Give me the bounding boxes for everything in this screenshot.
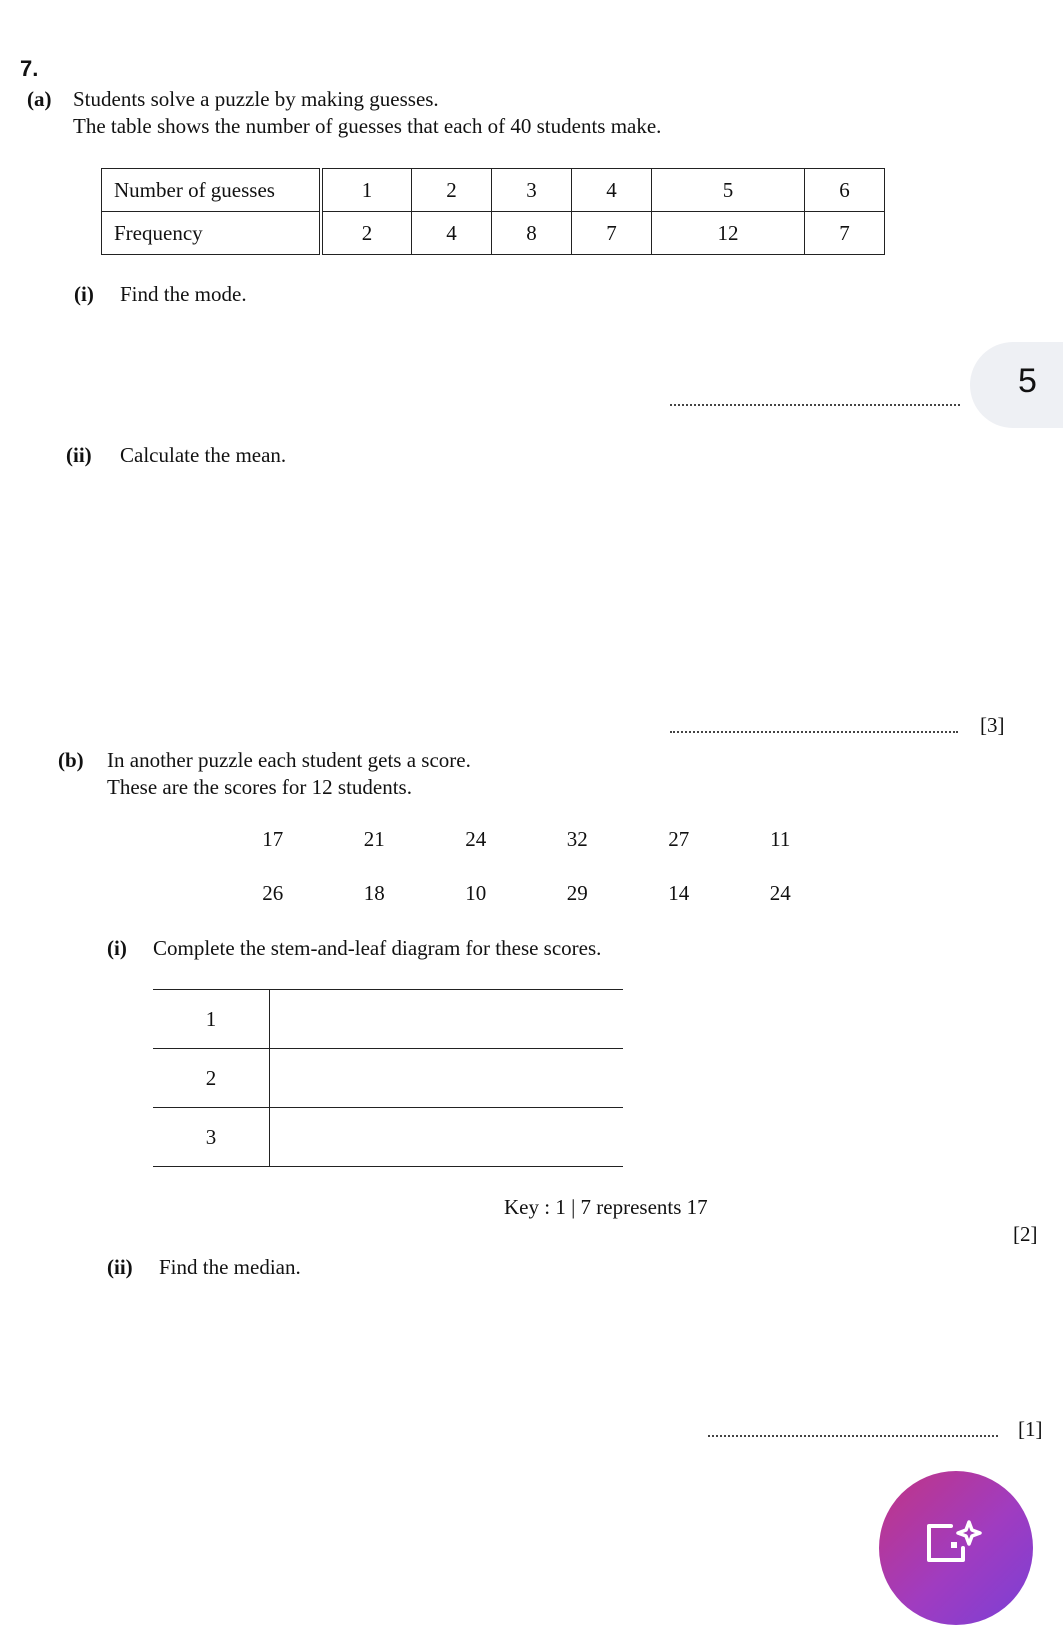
score-value: 21 [363,827,385,851]
marks-stem-leaf: [2] [1013,1222,1038,1246]
question-number: 7. [20,56,39,81]
answer-bubble [970,342,1063,428]
marks-median: [1] [1018,1417,1043,1441]
score-value: 24 [769,881,791,905]
part-b-ii-label: (ii) [107,1255,133,1279]
stem-row [153,1107,623,1167]
part-a-line1: Students solve a puzzle by making guesses. [73,87,439,111]
answer-line-mean[interactable] [670,731,958,733]
frequency-cell: 2 [321,212,411,255]
scores-row-1 [222,827,842,852]
part-b-i-text: Complete the stem-and-leaf diagram for these scores. [153,936,602,960]
row-header-guesses: Number of guesses [102,169,322,212]
frequency-cell: 12 [651,212,804,255]
leaf-cell[interactable] [270,990,623,1048]
score-value: 26 [262,881,284,905]
frequency-cell: 7 [804,212,884,255]
score-value: 14 [668,881,690,905]
score-value: 24 [465,827,487,851]
score-value: 11 [770,827,791,851]
guess-cell: 6 [804,169,884,212]
part-b-ii-text: Find the median. [159,1255,301,1279]
guess-cell: 2 [411,169,491,212]
part-b-line1: In another puzzle each student gets a score. [107,748,471,772]
stem-row [153,1048,623,1107]
sparkle-icon [925,1518,985,1564]
stem-leaf-key: Key : 1 | 7 represents 17 [504,1195,708,1219]
part-a-ii-text: Calculate the mean. [120,443,287,467]
stem-and-leaf-diagram [153,989,623,1167]
table-row-guesses [102,169,885,212]
scores-row-2 [222,881,842,906]
stem-row [153,989,623,1048]
part-b-label: (b) [58,748,84,772]
part-a-ii-label: (ii) [66,443,92,467]
leaf-cell[interactable] [270,1108,623,1166]
part-a-label: (a) [27,87,52,111]
score-value: 27 [668,827,690,851]
answer-line-median[interactable] [708,1435,998,1437]
part-a-i-label: (i) [74,282,94,306]
answer-line-mode[interactable] [670,404,960,406]
score-value: 32 [566,827,588,851]
row-header-frequency: Frequency [102,212,322,255]
part-b-i-label: (i) [107,936,127,960]
frequency-cell: 4 [411,212,491,255]
score-value: 29 [566,881,588,905]
leaf-cell[interactable] [270,1049,623,1107]
guess-cell: 3 [491,169,571,212]
marks-mean: [3] [980,713,1005,737]
score-value: 10 [465,881,487,905]
part-a-i-text: Find the mode. [120,282,247,306]
stem-value: 1 [153,990,270,1048]
part-a-line2: The table shows the number of guesses that each of 40 students make. [73,114,662,138]
guess-cell: 1 [321,169,411,212]
frequency-table [101,168,885,255]
table-row-frequency [102,212,885,255]
guess-cell: 4 [571,169,651,212]
score-value: 18 [363,881,385,905]
mode-answer: 5 [1018,362,1037,400]
frequency-cell: 7 [571,212,651,255]
part-b-line2: These are the scores for 12 students. [107,775,412,799]
frequency-cell: 8 [491,212,571,255]
stem-value: 2 [153,1049,270,1107]
stem-value: 3 [153,1108,270,1166]
guess-cell: 5 [651,169,804,212]
score-value: 17 [262,827,284,851]
